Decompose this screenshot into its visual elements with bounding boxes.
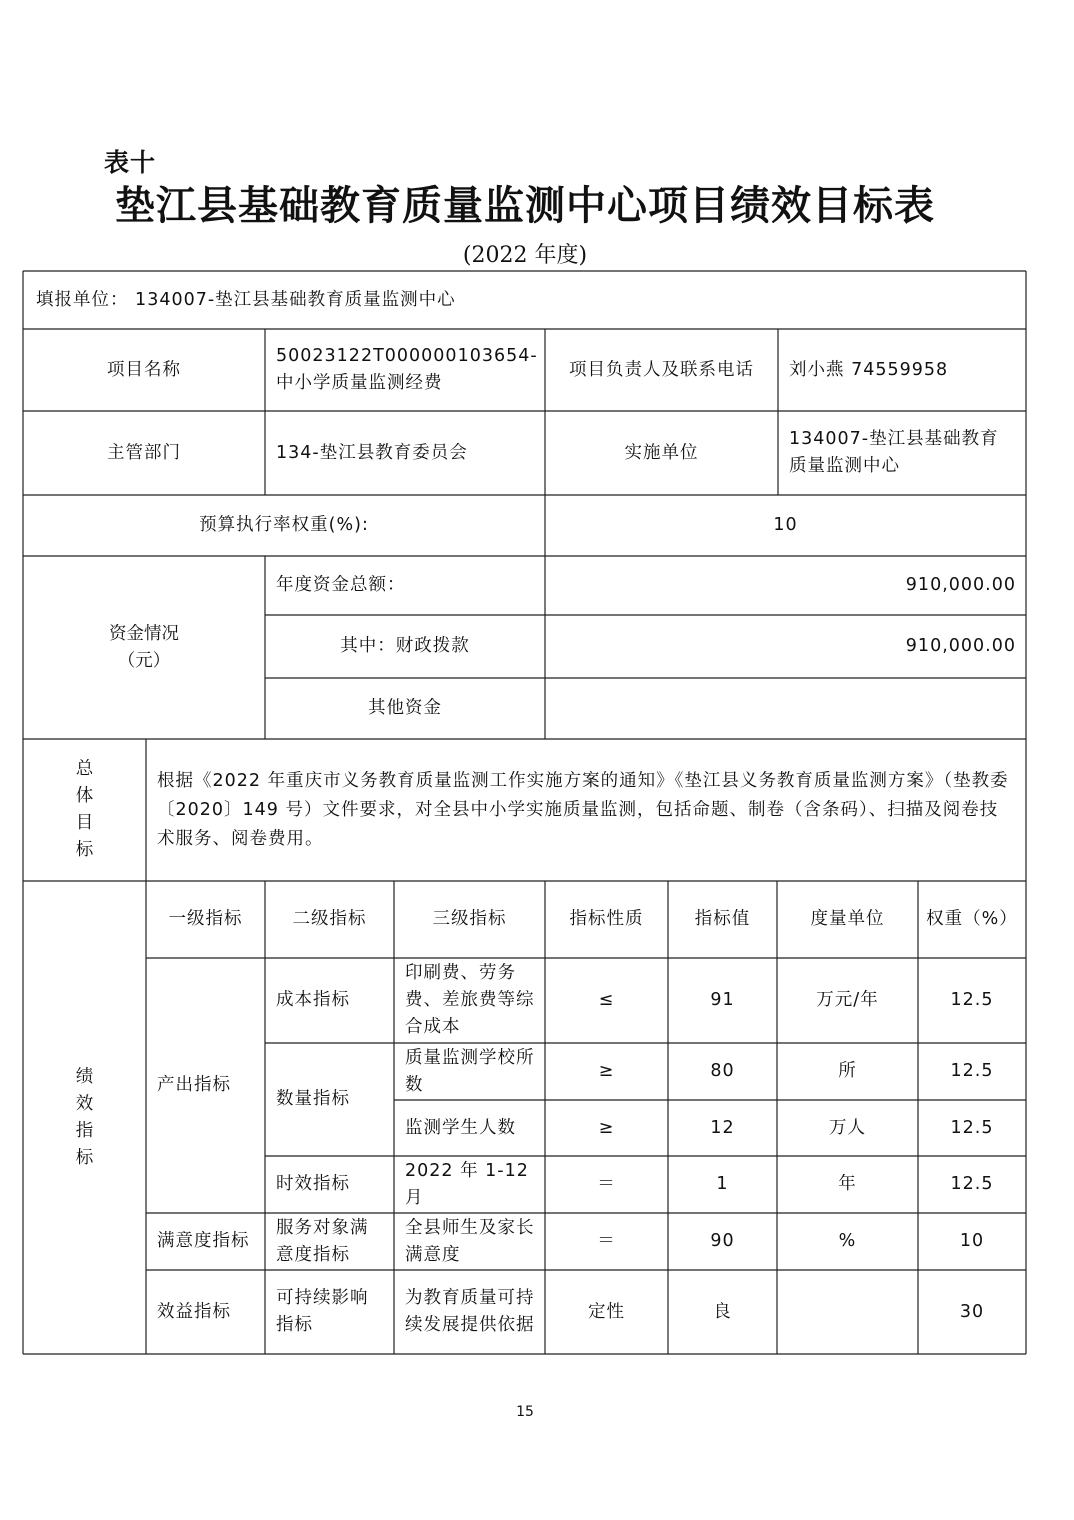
perf-label-char: 绩 [75, 1066, 94, 1087]
perf-label-char: 标 [75, 1147, 94, 1168]
header-unit: 度量单位 [810, 909, 885, 929]
implementing-unit-value: 134007-垫江县基础教育质量监测中心 [789, 429, 999, 476]
row-weight: 12.5 [950, 1061, 994, 1081]
implementing-unit-label: 实施单位 [624, 442, 699, 463]
row-unit: 万元/年 [816, 990, 879, 1010]
row-value: 良 [713, 1301, 732, 1322]
row-value: 91 [710, 990, 735, 1010]
header-level3: 三级指标 [432, 909, 507, 929]
row-weight: 12.5 [950, 990, 994, 1010]
row-level3: 全县师生及家长满意度 [405, 1217, 535, 1265]
header-level2: 二级指标 [292, 909, 367, 929]
level2-service-satisfaction: 服务对象满意度指标 [276, 1217, 369, 1265]
row-nature: ＝ [597, 1231, 616, 1251]
level2-sustainability: 可持续影响指标 [276, 1288, 369, 1335]
fiscal-allocation-label: 其中：财政拨款 [340, 636, 470, 656]
row-value: 90 [710, 1231, 735, 1251]
row-value: 12 [710, 1117, 735, 1138]
report-year: (2022 年度) [462, 243, 588, 268]
goal-label-char: 总 [75, 759, 94, 779]
level1-benefit: 效益指标 [157, 1301, 231, 1322]
goal-label-char: 标 [75, 840, 94, 860]
table-number-label: 表十 [104, 148, 157, 177]
row-level3: 监测学生人数 [405, 1117, 516, 1138]
other-funds-value [545, 678, 1026, 739]
row-weight: 30 [959, 1301, 985, 1322]
budget-weight-label: 预算执行率权重(%): [199, 515, 369, 535]
row-unit: 年 [838, 1174, 857, 1194]
department-label: 主管部门 [107, 442, 181, 463]
row-level3: 质量监测学校所数 [405, 1047, 535, 1095]
level2-quantity: 数量指标 [276, 1089, 350, 1109]
annual-total-label: 年度资金总额： [276, 575, 406, 595]
row-unit: 所 [838, 1061, 857, 1081]
row-value: 1 [716, 1174, 729, 1194]
fiscal-allocation-value: 910,000.00 [905, 636, 1016, 656]
row-value: 80 [710, 1061, 735, 1081]
row-weight: 12.5 [950, 1117, 994, 1138]
level1-output: 产出指标 [157, 1075, 231, 1095]
page-number: 15 [516, 1404, 534, 1420]
row-level3: 印刷费、劳务费、差旅费等综合成本 [405, 963, 535, 1037]
row-level3: 为教育质量可持续发展提供依据 [405, 1288, 535, 1335]
overall-goal-text: 根据《2022 年重庆市义务教育质量监测工作实施方案的通知》《垫江县义务教育质量监测方案》（垫教委〔2020〕149 号）文件要求，对全县中小学实施质量监测，包括命题、制卷（含条码）、扫描及阅卷技术服务、阅卷费用。 [157, 770, 1009, 849]
project-name-label: 项目名称 [107, 359, 181, 380]
row-unit: % [838, 1231, 857, 1251]
department-value: 134-垫江县教育委员会 [276, 442, 468, 463]
performance-indicators-label [23, 881, 146, 1354]
perf-label-char: 效 [75, 1093, 94, 1114]
row-unit [777, 1270, 918, 1354]
page-title: 垫江县基础教育质量监测中心项目绩效目标表 [115, 183, 935, 229]
row-weight: 12.5 [950, 1174, 994, 1194]
other-funds-label: 其他资金 [368, 698, 442, 718]
funds-label [23, 556, 265, 739]
row-nature: ≥ [598, 1117, 615, 1138]
row-nature: ≤ [598, 990, 615, 1010]
funds-unit-text: （元） [117, 650, 171, 671]
header-weight: 权重（%） [926, 909, 1018, 929]
header-level1: 一级指标 [168, 909, 243, 929]
row-nature: ≥ [598, 1061, 615, 1081]
goal-label-char: 目 [75, 813, 94, 833]
row-nature: 定性 [588, 1301, 625, 1322]
header-nature: 指标性质 [569, 909, 644, 929]
row-weight: 10 [959, 1231, 985, 1251]
funds-label-text: 资金情况 [109, 623, 179, 644]
level2-timeliness: 时效指标 [276, 1174, 350, 1194]
budget-weight-value: 10 [773, 515, 798, 535]
annual-total-value: 910,000.00 [905, 575, 1016, 595]
contact-value: 刘小燕 74559958 [789, 359, 949, 380]
perf-label-char: 指 [75, 1120, 94, 1141]
level2-cost: 成本指标 [276, 990, 350, 1010]
header-value: 指标值 [694, 909, 751, 929]
row-unit: 万人 [829, 1117, 866, 1138]
goal-label-char: 体 [75, 786, 94, 806]
row-nature: ＝ [597, 1174, 616, 1194]
project-name-value: 50023122T000000103654-中小学质量监测经费 [276, 346, 538, 393]
contact-label: 项目负责人及联系电话 [569, 359, 754, 380]
level1-satisfaction: 满意度指标 [157, 1231, 250, 1251]
row-level3: 2022 年 1-12 月 [405, 1160, 529, 1208]
reporting-unit: 填报单位： 134007-垫江县基础教育质量监测中心 [36, 289, 456, 310]
overall-goal-label [23, 739, 146, 881]
